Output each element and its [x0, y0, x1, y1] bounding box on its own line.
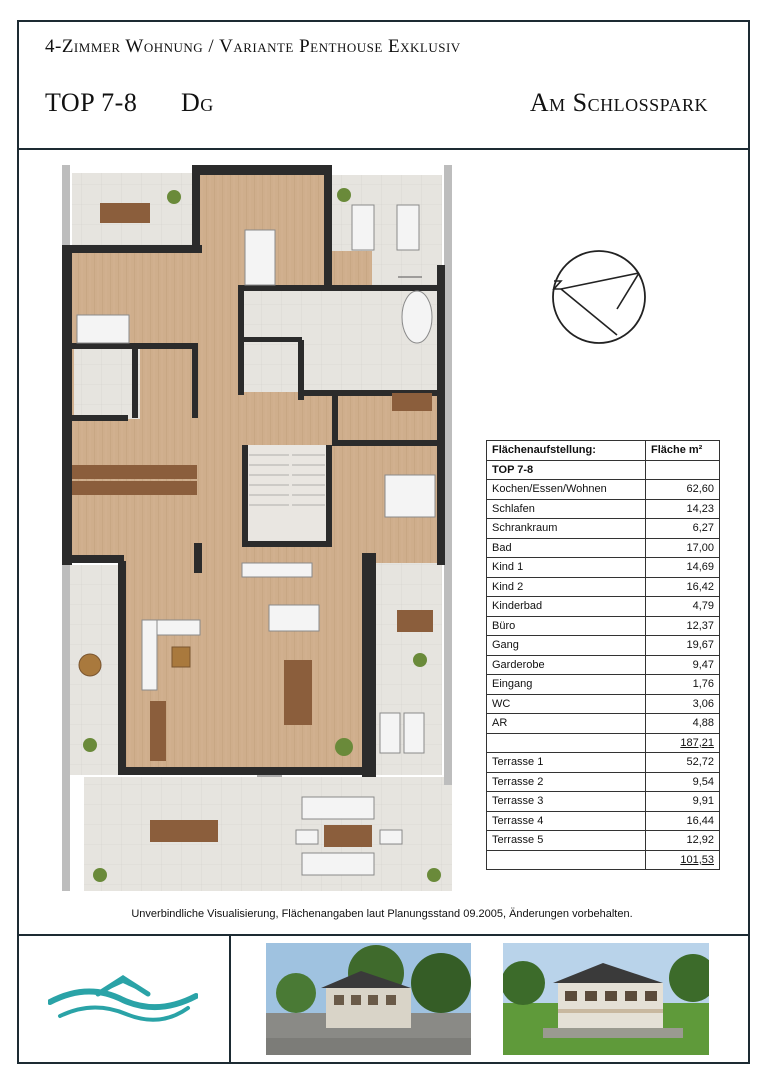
terrace-value: 12,92: [646, 831, 720, 851]
room-value: 3,06: [646, 694, 720, 714]
room-value: 4,88: [646, 714, 720, 734]
room-label: Büro: [487, 616, 646, 636]
room-row: [487, 714, 720, 734]
room-label: Garderobe: [487, 655, 646, 675]
room-label: Kind 1: [487, 558, 646, 578]
terrace-total-value: 101,53: [680, 853, 714, 866]
area-table: [486, 440, 720, 870]
room-row: [487, 499, 720, 519]
room-label: AR: [487, 714, 646, 734]
project-name: Am Schlosspark: [529, 88, 708, 117]
footer-divider: [229, 934, 231, 1064]
room-value: 14,69: [646, 558, 720, 578]
room-row: [487, 655, 720, 675]
terrace-row: [487, 772, 720, 792]
room-value: 14,23: [646, 499, 720, 519]
room-value: 17,00: [646, 538, 720, 558]
room-label: Bad: [487, 538, 646, 558]
room-value: 12,37: [646, 616, 720, 636]
room-row: [487, 558, 720, 578]
room-value: 19,67: [646, 636, 720, 656]
room-row: [487, 694, 720, 714]
room-value: 4,79: [646, 597, 720, 617]
terrace-row: [487, 753, 720, 773]
room-value: 16,42: [646, 577, 720, 597]
terrace-total-row: [487, 850, 720, 870]
table-header-row: [487, 441, 720, 461]
room-value: 62,60: [646, 480, 720, 500]
room-row: [487, 616, 720, 636]
terrace-label: Terrasse 3: [487, 792, 646, 812]
terrace-row: [487, 792, 720, 812]
room-label: Eingang: [487, 675, 646, 695]
table-header-label: Flächenaufstellung:: [487, 441, 646, 461]
room-row: [487, 675, 720, 695]
terrace-value: 16,44: [646, 811, 720, 831]
room-value: 1,76: [646, 675, 720, 695]
subtotal-row: [487, 733, 720, 753]
room-label: WC: [487, 694, 646, 714]
floor-label: Dg: [181, 88, 214, 117]
room-row: [487, 519, 720, 539]
north-arrow-icon: [551, 249, 647, 345]
unit-label: TOP 7-8: [487, 460, 646, 480]
terrace-value: 9,91: [646, 792, 720, 812]
terrace-label: Terrasse 1: [487, 753, 646, 773]
room-value: 6,27: [646, 519, 720, 539]
room-label: Schlafen: [487, 499, 646, 519]
table-header-area: Fläche m²: [646, 441, 720, 461]
apartment-subtitle: 4-Zimmer Wohnung / Variante Penthouse Exklusiv: [45, 36, 461, 57]
room-label: Kind 2: [487, 577, 646, 597]
room-row: [487, 636, 720, 656]
header-frame: [17, 20, 750, 150]
exterior-photo-1: [266, 943, 471, 1055]
mountain-wave-logo: [48, 972, 198, 1032]
disclaimer-text: Unverbindliche Visualisierung, Flächenangaben laut Planungsstand 09.2005, Änderungen vorbehalten.: [131, 908, 633, 920]
exterior-photo-2: [503, 943, 709, 1055]
unit-row: [487, 460, 720, 480]
terrace-label: Terrasse 4: [487, 811, 646, 831]
room-label: Kinderbad: [487, 597, 646, 617]
unit-code: TOP 7-8: [45, 88, 138, 117]
room-row: [487, 480, 720, 500]
room-row: [487, 597, 720, 617]
subtotal-value: 187,21: [680, 736, 714, 749]
room-label: Gang: [487, 636, 646, 656]
terrace-value: 52,72: [646, 753, 720, 773]
room-row: [487, 577, 720, 597]
terrace-label: Terrasse 5: [487, 831, 646, 851]
terrace-value: 9,54: [646, 772, 720, 792]
room-value: 9,47: [646, 655, 720, 675]
terrace-label: Terrasse 2: [487, 772, 646, 792]
room-row: [487, 538, 720, 558]
room-label: Kochen/Essen/Wohnen: [487, 480, 646, 500]
terrace-row: [487, 831, 720, 851]
room-label: Schrankraum: [487, 519, 646, 539]
floor-plan: [62, 165, 452, 891]
terrace-row: [487, 811, 720, 831]
